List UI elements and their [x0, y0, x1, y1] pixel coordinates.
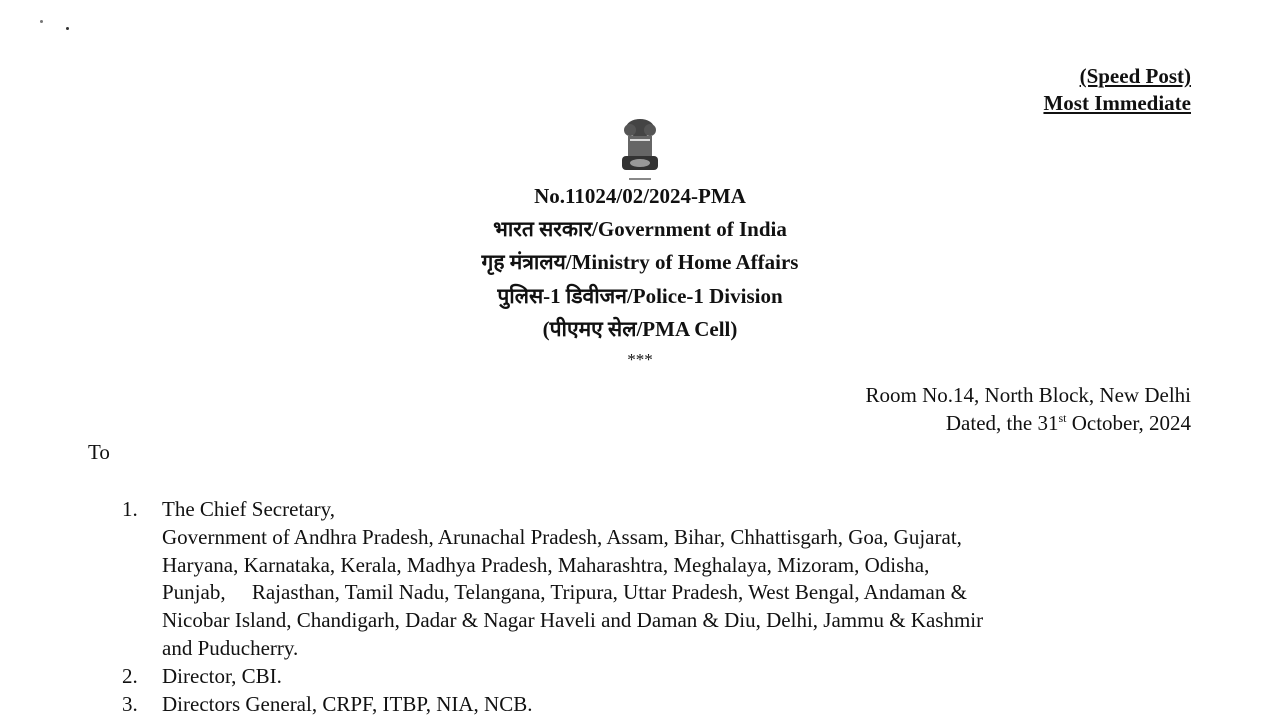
item-number: 3. — [122, 692, 138, 716]
date-prefix: Dated, the 31 — [945, 411, 1059, 435]
item-number: 2. — [122, 664, 138, 688]
recipient-line: Haryana, Karnataka, Kerala, Madhya Pradesh, Maharashtra, Meghalaya, Mizoram, Odisha, — [162, 552, 930, 577]
recipient-item — [122, 663, 1182, 691]
speed-post-label: (Speed Post) — [1079, 64, 1191, 88]
separator: *** — [627, 350, 653, 369]
date-superscript: st — [1058, 411, 1067, 425]
file-number: No.11024/02/2024-PMA — [534, 184, 746, 208]
room-address: Room No.14, North Block, New Delhi — [865, 383, 1191, 407]
item-number: 1. — [122, 497, 138, 521]
date-line — [946, 411, 1191, 436]
recipient-line: Punjab, Rajasthan, Tamil Nadu, Telangana, Tripura, Uttar Pradesh, West Bengal, Andaman & — [162, 580, 967, 605]
cell-line: (पीएमए सेल/PMA Cell) — [542, 317, 738, 341]
recipient-line: Director, CBI. — [162, 664, 282, 688]
recipient-line: Directors General, CRPF, ITBP, NIA, NCB. — [162, 692, 533, 716]
ashoka-emblem-icon — [612, 116, 668, 188]
recipient-line: Government of Andhra Pradesh, Arunachal Pradesh, Assam, Bihar, Chhattisgarh, Goa, Gujarat, — [162, 524, 962, 549]
division-line: पुलिस-1 डिवीजन/Police-1 Division — [497, 284, 783, 308]
scan-speck — [66, 27, 69, 30]
recipient-item — [122, 496, 1182, 663]
recipient-line: Nicobar Island, Chandigarh, Dadar & Nagar Haveli and Daman & Diu, Delhi, Jammu & Kashmir — [162, 608, 984, 633]
priority-label: Most Immediate — [1043, 91, 1191, 115]
scan-speck — [40, 20, 43, 23]
ministry-line: गृह मंत्रालय/Ministry of Home Affairs — [481, 250, 799, 274]
government-line: भारत सरकार/Government of India — [493, 217, 787, 241]
date-suffix: October, 2024 — [1066, 411, 1191, 435]
to-label: To — [88, 440, 110, 464]
recipient-line: and Puducherry. — [162, 635, 299, 660]
recipient-line: The Chief Secretary, — [162, 497, 335, 521]
national-emblem — [612, 116, 668, 188]
recipient-item — [122, 691, 1182, 719]
